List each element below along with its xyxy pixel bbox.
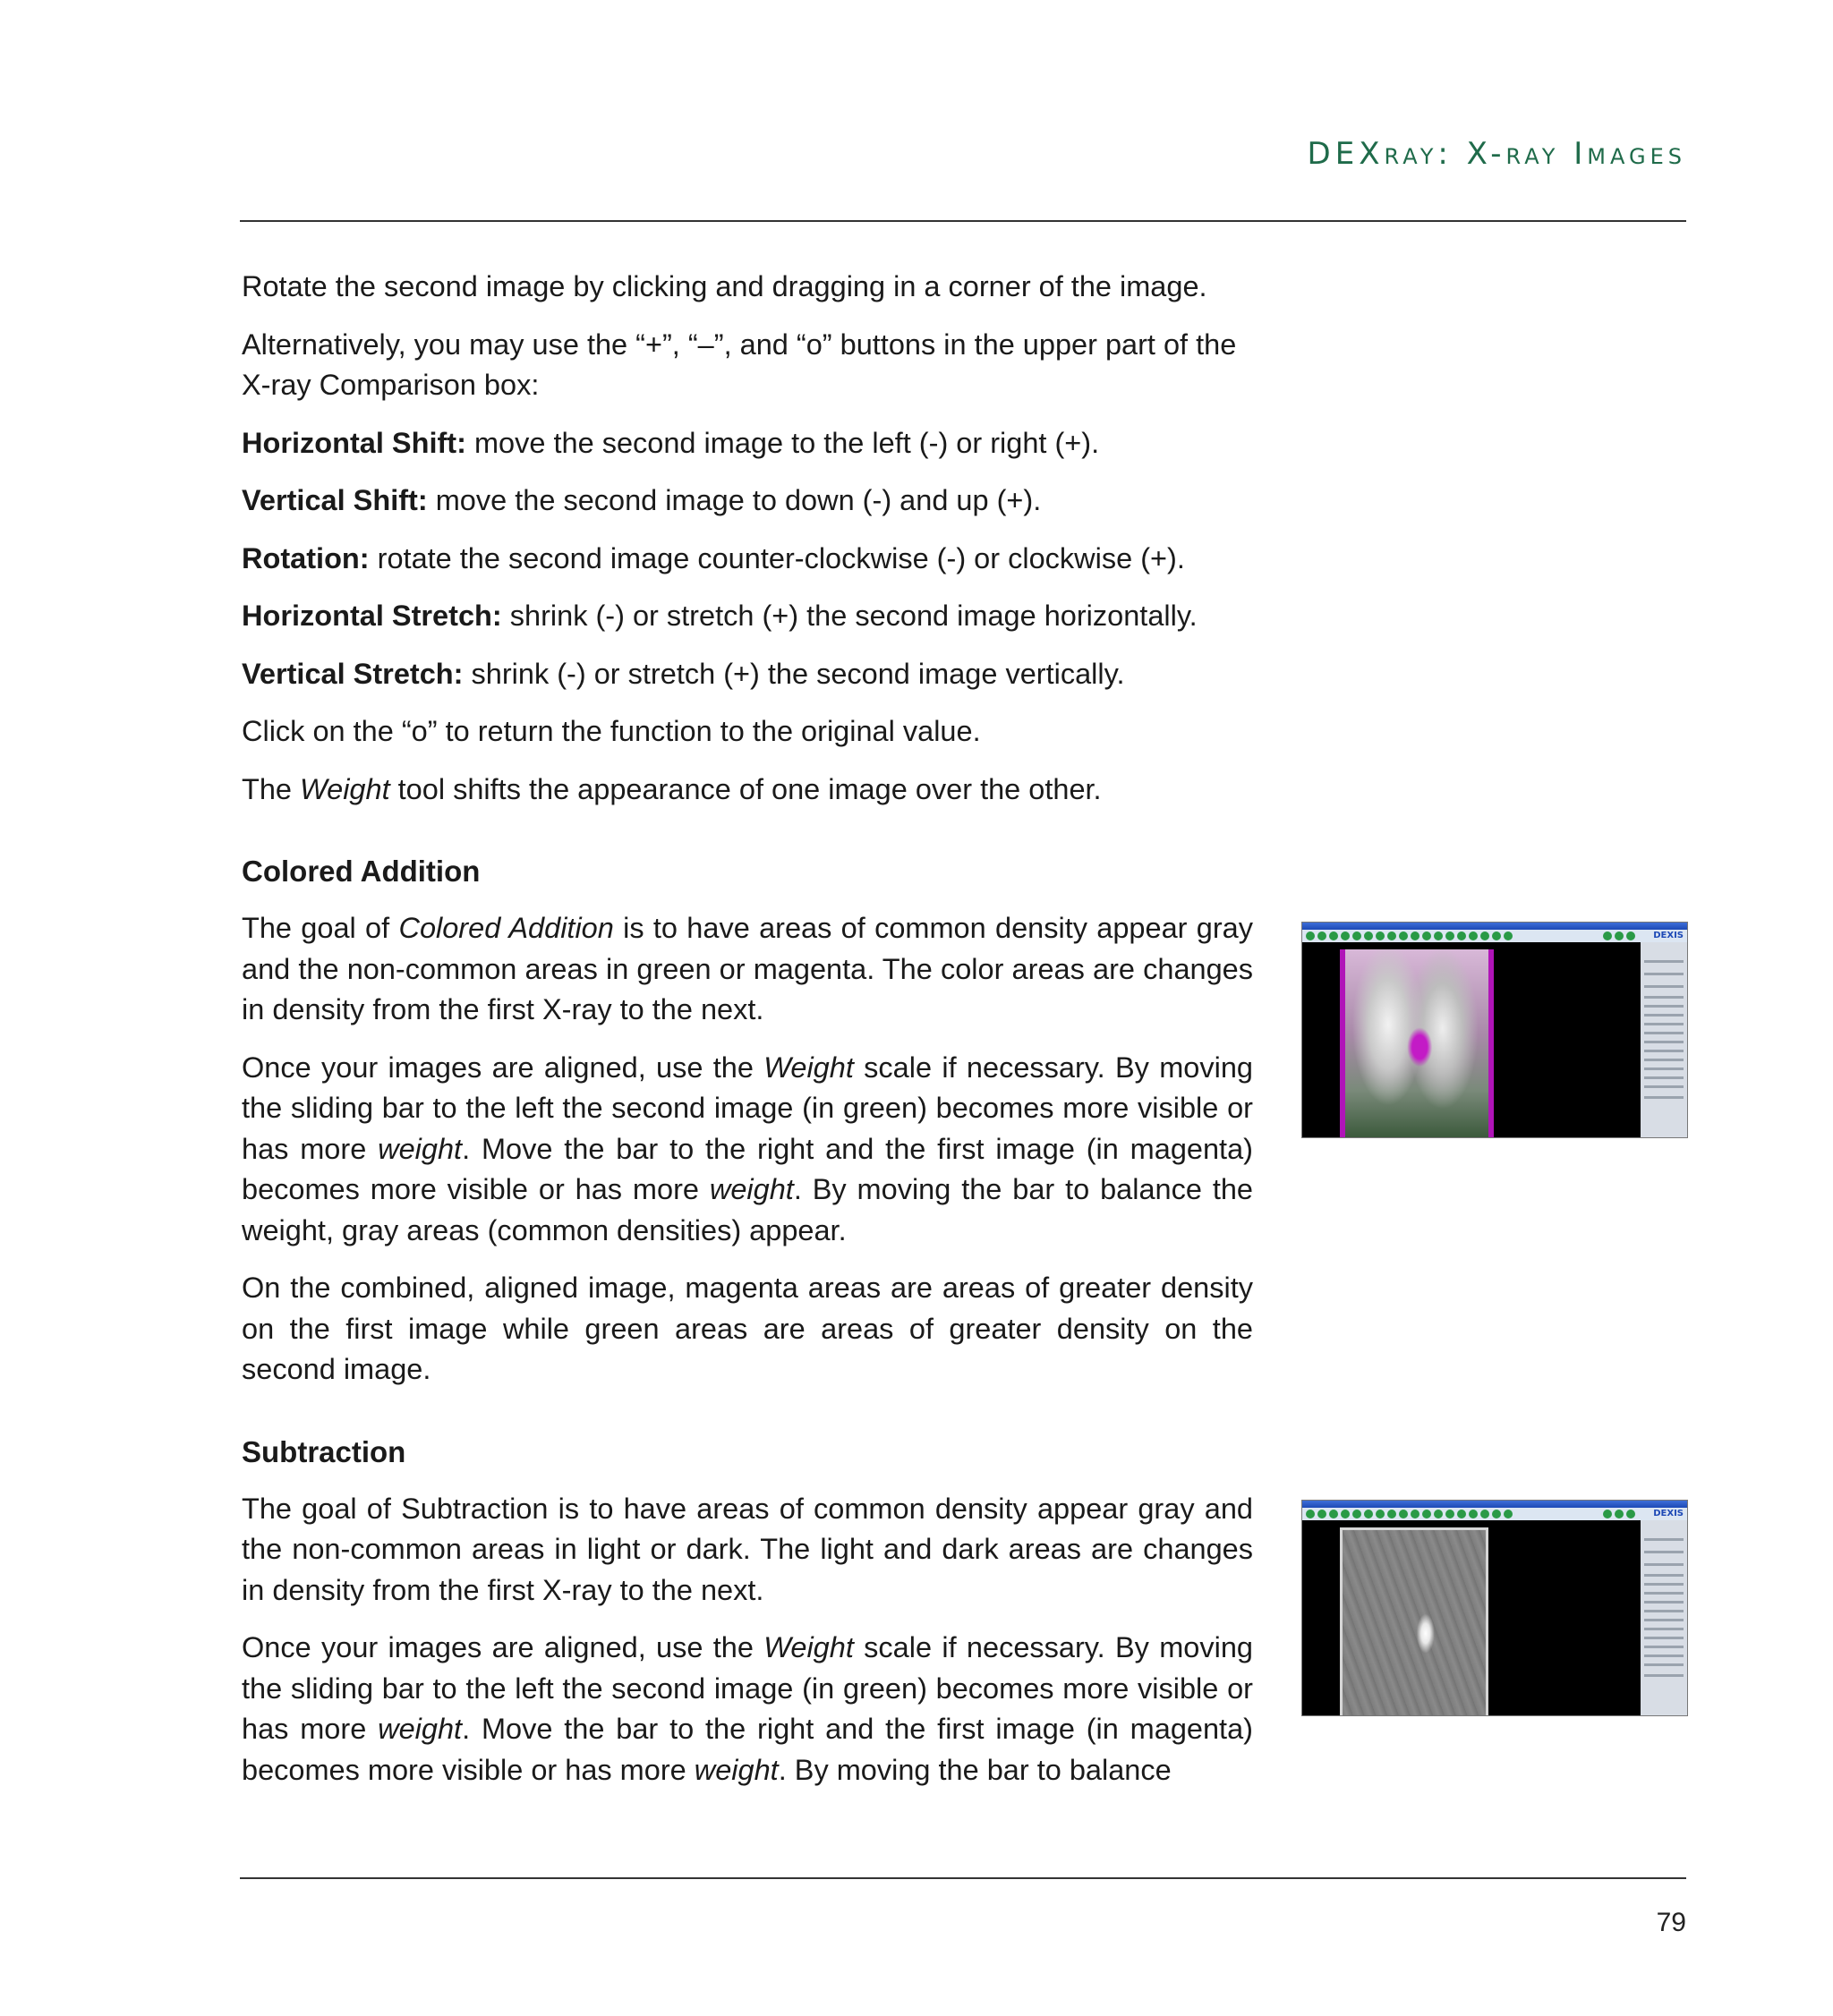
- text-run: Once your images are aligned, use the: [242, 1051, 764, 1084]
- text-run: . Move the bar to the right and the first image (in magenta) becomes more visible or has more: [242, 1713, 1253, 1786]
- panel-row: [1644, 1068, 1684, 1070]
- panel-row: [1644, 1663, 1684, 1666]
- paragraph: [242, 1628, 1253, 1791]
- text-run: The: [242, 772, 301, 805]
- paragraph: The goal of Subtraction is to have areas of common density appear gray and the non-common areas in light or dark. The light and dark areas are changes in density from the first X-ray to the next.: [242, 1492, 1253, 1606]
- toolbar-button-icon: [1445, 1510, 1454, 1518]
- emphasis: weight: [694, 1753, 779, 1786]
- paragraph: Click on the “o” to return the function to the original value.: [242, 715, 981, 747]
- toolbar-button-icon: [1352, 1510, 1361, 1518]
- emphasis: weight: [378, 1713, 463, 1745]
- window-titlebar: [1302, 1501, 1687, 1508]
- page-number: 79: [1656, 1908, 1686, 1937]
- definition-vertical-stretch: [242, 654, 1253, 695]
- toolbar-button-icon: [1457, 1510, 1466, 1518]
- toolbar-button-icon: [1504, 1510, 1513, 1518]
- text-run: . By moving the bar to balance: [778, 1753, 1172, 1786]
- panel-row: [1644, 1610, 1684, 1612]
- panel-row: [1644, 1574, 1684, 1577]
- panel-row: [1644, 1096, 1684, 1099]
- toolbar-button-icon: [1492, 1510, 1501, 1518]
- panel-row: [1644, 1583, 1684, 1586]
- text-run: Once your images are aligned, use the: [242, 1631, 764, 1663]
- panel-row: [1644, 985, 1684, 988]
- xray-image: [1340, 949, 1494, 1137]
- comparison-panel: [1641, 1520, 1687, 1715]
- panel-row: [1644, 1563, 1684, 1566]
- toolbar-button-icon: [1504, 931, 1513, 940]
- emphasis: Colored Addition: [398, 912, 614, 944]
- toolbar-button-icon: [1364, 931, 1373, 940]
- toolbar-button-icon: [1387, 1510, 1396, 1518]
- emphasis: weight: [709, 1173, 794, 1205]
- text-run: . By moving the bar to balance the weight, gray areas (common densities) appear.: [242, 1173, 1254, 1246]
- term-text: move the second image to down (-) and up (+).: [427, 484, 1042, 516]
- toolbar-button-icon: [1376, 931, 1385, 940]
- definition-horizontal-shift: [242, 423, 1253, 464]
- paragraph: [242, 908, 1253, 1031]
- panel-row: [1644, 1619, 1684, 1621]
- term-text: shrink (-) or stretch (+) the second image vertically.: [463, 657, 1125, 690]
- text-run: . Move the bar to the right and the first image (in magenta) becomes more visible or has more: [242, 1132, 1253, 1205]
- panel-row: [1644, 1654, 1684, 1657]
- panel-row: [1644, 996, 1684, 999]
- definition-horizontal-stretch: [242, 596, 1253, 637]
- colored-addition-screenshot: [1301, 922, 1688, 1138]
- toolbar-button-icon: [1434, 931, 1443, 940]
- toolbar-button-icon: [1306, 931, 1315, 940]
- toolbar-button-icon: [1364, 1510, 1373, 1518]
- emphasis: Weight: [763, 1631, 854, 1663]
- panel-row: [1644, 1023, 1684, 1025]
- paragraph: Rotate the second image by clicking and dragging in a corner of the image.: [242, 270, 1207, 302]
- term-text: move the second image to the left (-) or right (+).: [465, 426, 1100, 459]
- definition-vertical-shift: [242, 481, 1253, 522]
- window-titlebar: [1302, 923, 1687, 930]
- toolbar-button-icon: [1457, 931, 1466, 940]
- panel-row: [1644, 1538, 1684, 1541]
- toolbar-button-icon: [1469, 931, 1478, 940]
- panel-row: [1644, 1551, 1684, 1553]
- paragraph: On the combined, aligned image, magenta areas are areas of greater density on the first image while green areas are areas of greater density on the second image.: [242, 1272, 1253, 1385]
- emphasis: weight: [378, 1132, 463, 1165]
- panel-row: [1644, 1032, 1684, 1034]
- definition-rotation: [242, 539, 1253, 580]
- panel-row: [1644, 1592, 1684, 1595]
- toolbar-button-icon: [1317, 931, 1326, 940]
- toolbar-button-icon: [1480, 1510, 1489, 1518]
- toolbar-button-icon: [1387, 931, 1396, 940]
- text-run: scale if necessary. By moving the sliding bar to the left the second image (in green) becomes more visible or has more: [242, 1631, 1253, 1745]
- toolbar-button-icon: [1615, 931, 1624, 940]
- toolbar-button-icon: [1306, 1510, 1315, 1518]
- term-label: Vertical Stretch:: [242, 657, 464, 690]
- footer-rule: [240, 1877, 1686, 1879]
- panel-row: [1644, 1637, 1684, 1639]
- toolbar-button-icon: [1376, 1510, 1385, 1518]
- panel-row: [1644, 1628, 1684, 1630]
- text-run: The goal of: [242, 912, 399, 944]
- toolbar-button-icon: [1445, 931, 1454, 940]
- panel-row: [1644, 1005, 1684, 1008]
- text-run: is to have areas of common density appear gray and the non-common areas in green or magenta. The color areas are changes in density from the first X-ray to the next.: [242, 912, 1254, 1025]
- page-header-title: DEXray: X-ray Images: [1307, 136, 1686, 172]
- comparison-panel: [1641, 942, 1687, 1137]
- toolbar-button-icon: [1615, 1510, 1624, 1518]
- toolbar-button-icon: [1469, 1510, 1478, 1518]
- text-run: scale if necessary. By moving the sliding bar to the left the second image (in green) becomes more visible or has more: [242, 1051, 1253, 1165]
- toolbar-button-icon: [1434, 1510, 1443, 1518]
- panel-row: [1644, 1050, 1684, 1052]
- term-label: Rotation:: [242, 541, 370, 574]
- toolbar-button-icon: [1399, 1510, 1408, 1518]
- toolbar-button-icon: [1603, 1510, 1612, 1518]
- panel-row: [1644, 1601, 1684, 1603]
- term-label: Horizontal Stretch:: [242, 600, 502, 632]
- weight-note: [242, 770, 1253, 811]
- panel-row: [1644, 1076, 1684, 1079]
- section-heading-subtraction: Subtraction: [242, 1434, 406, 1468]
- toolbar-button-icon: [1329, 1510, 1338, 1518]
- header-rule: [240, 220, 1686, 222]
- toolbar-button-icon: [1317, 1510, 1326, 1518]
- panel-row: [1644, 1674, 1684, 1677]
- panel-row: [1644, 973, 1684, 975]
- term-label: Vertical Shift:: [242, 484, 428, 516]
- term-text: rotate the second image counter-clockwise (-) or clockwise (+).: [369, 541, 1185, 574]
- toolbar-button-icon: [1480, 931, 1489, 940]
- dexis-logo: DEXIS: [1653, 1509, 1684, 1518]
- panel-row: [1644, 960, 1684, 963]
- toolbar-button-icon: [1341, 1510, 1350, 1518]
- paragraph: Alternatively, you may use the “+”, “–”, and “o” buttons in the upper part of the X-ray Comparison box:: [242, 327, 1237, 401]
- subtraction-screenshot: [1301, 1500, 1688, 1716]
- toolbar-button-icon: [1411, 931, 1420, 940]
- toolbar-button-icon: [1422, 931, 1431, 940]
- toolbar-button-icon: [1329, 931, 1338, 940]
- toolbar-button-icon: [1422, 1510, 1431, 1518]
- toolbar-button-icon: [1411, 1510, 1420, 1518]
- dexis-logo: DEXIS: [1653, 931, 1684, 940]
- panel-row: [1644, 1646, 1684, 1648]
- panel-row: [1644, 1014, 1684, 1017]
- emphasis: Weight: [763, 1051, 854, 1084]
- xray-image: [1340, 1527, 1488, 1716]
- text-run: tool shifts the appearance of one image over the other.: [389, 772, 1102, 805]
- toolbar-button-icon: [1626, 931, 1635, 940]
- document-body: [242, 267, 1253, 1808]
- toolbar-button-icon: [1626, 1510, 1635, 1518]
- toolbar-button-icon: [1341, 931, 1350, 940]
- panel-row: [1644, 1041, 1684, 1043]
- toolbar-button-icon: [1603, 931, 1612, 940]
- toolbar-button-icon: [1492, 931, 1501, 940]
- emphasis: Weight: [300, 772, 390, 805]
- toolbar-button-icon: [1399, 931, 1408, 940]
- panel-row: [1644, 1085, 1684, 1088]
- paragraph: [242, 1048, 1253, 1252]
- section-heading-colored-addition: Colored Addition: [242, 855, 481, 888]
- toolbar-button-icon: [1352, 931, 1361, 940]
- term-label: Horizontal Shift:: [242, 426, 466, 459]
- term-text: shrink (-) or stretch (+) the second image horizontally.: [501, 600, 1198, 632]
- panel-row: [1644, 1059, 1684, 1061]
